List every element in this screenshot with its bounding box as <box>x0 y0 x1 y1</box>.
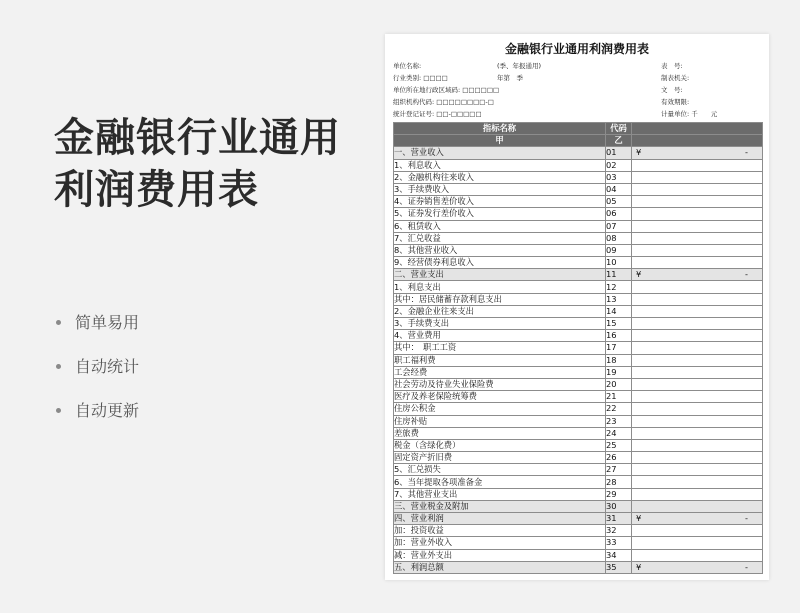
row-amount[interactable] <box>632 488 763 500</box>
row-code[interactable]: 22 <box>606 403 632 415</box>
table-row <box>394 488 763 500</box>
row-amount[interactable] <box>632 403 763 415</box>
row-amount[interactable] <box>632 537 763 549</box>
row-name[interactable]: 四、营业利润 <box>394 513 606 525</box>
row-code[interactable]: 17 <box>606 342 632 354</box>
row-name[interactable]: 其中： 职工工资 <box>394 342 606 354</box>
header-amount <box>632 123 763 135</box>
promo-title-line2: 利润费用表 <box>54 167 259 213</box>
row-amount[interactable] <box>632 196 763 208</box>
row-name[interactable]: 税金（含绿化费） <box>394 439 606 451</box>
doc-no-label: 文 号: <box>661 86 683 94</box>
row-amount[interactable] <box>632 147 763 159</box>
yen-symbol: ¥ <box>636 147 642 158</box>
yen-symbol: ¥ <box>636 269 642 280</box>
row-code[interactable]: 33 <box>606 537 632 549</box>
row-code[interactable]: 32 <box>606 525 632 537</box>
sheet-info <box>393 60 763 120</box>
table-row <box>394 196 763 208</box>
row-name[interactable]: 职工福利费 <box>394 354 606 366</box>
row-code[interactable]: 04 <box>606 183 632 195</box>
feature-label: 自动更新 <box>75 401 140 420</box>
row-amount[interactable] <box>632 427 763 439</box>
prepared-by-label: 制表机关: <box>661 74 690 82</box>
table-row <box>394 244 763 256</box>
row-name[interactable]: 4、营业费用 <box>394 330 606 342</box>
row-code[interactable]: 15 <box>606 318 632 330</box>
row-name[interactable]: 6、当年提取各项准备金 <box>394 476 606 488</box>
row-amount[interactable] <box>632 452 763 464</box>
row-code[interactable]: 35 <box>606 561 632 573</box>
row-amount[interactable] <box>632 342 763 354</box>
info-row <box>393 60 763 72</box>
row-amount[interactable] <box>632 366 763 378</box>
row-name[interactable]: 8、其他营业收入 <box>394 244 606 256</box>
table-row <box>394 232 763 244</box>
row-code[interactable]: 18 <box>606 354 632 366</box>
row-name[interactable]: 工会经费 <box>394 366 606 378</box>
feature-item <box>56 313 139 357</box>
info-row <box>393 84 763 96</box>
header-amount-sub <box>632 135 763 147</box>
row-code[interactable]: 12 <box>606 281 632 293</box>
report-rows <box>394 147 763 574</box>
row-amount[interactable] <box>632 464 763 476</box>
row-amount[interactable] <box>632 561 763 573</box>
row-code[interactable]: 19 <box>606 366 632 378</box>
row-code[interactable]: 26 <box>606 452 632 464</box>
row-code[interactable]: 28 <box>606 476 632 488</box>
row-code[interactable]: 13 <box>606 293 632 305</box>
row-code[interactable]: 07 <box>606 220 632 232</box>
row-amount[interactable] <box>632 525 763 537</box>
feature-list <box>56 313 139 445</box>
info-row <box>393 72 763 84</box>
table-row <box>394 403 763 415</box>
row-name[interactable]: 五、利润总额 <box>394 561 606 573</box>
row-name[interactable]: 6、租赁收入 <box>394 220 606 232</box>
report-sheet <box>385 34 769 580</box>
row-amount[interactable] <box>632 415 763 427</box>
row-name[interactable]: 9、经营债券利息收入 <box>394 257 606 269</box>
table-row <box>394 354 763 366</box>
row-code[interactable]: 03 <box>606 171 632 183</box>
header-code: 代码 <box>606 123 632 135</box>
row-name[interactable]: 减：营业外支出 <box>394 549 606 561</box>
header-name-sub: 甲 <box>394 135 606 147</box>
row-code[interactable]: 24 <box>606 427 632 439</box>
table-row <box>394 330 763 342</box>
table-row <box>394 208 763 220</box>
table-row <box>394 500 763 512</box>
yen-symbol: ¥ <box>636 561 642 572</box>
feature-label: 自动统计 <box>75 357 140 376</box>
row-amount[interactable] <box>632 318 763 330</box>
bullet-icon <box>56 408 61 413</box>
row-code[interactable]: 34 <box>606 549 632 561</box>
table-row <box>394 537 763 549</box>
bullet-icon <box>56 364 61 369</box>
row-code[interactable]: 06 <box>606 208 632 220</box>
row-name[interactable]: 差旅费 <box>394 427 606 439</box>
row-amount[interactable] <box>632 208 763 220</box>
period-label: (季、年报通用) <box>497 62 542 70</box>
header-code-sub: 乙 <box>606 135 632 147</box>
reg-no-label: 统计登记证号: □□-□□□□□ <box>393 110 482 118</box>
row-name[interactable]: 2、金融机构往来收入 <box>394 171 606 183</box>
info-row <box>393 108 763 120</box>
header-name: 指标名称 <box>394 123 606 135</box>
row-code[interactable]: 16 <box>606 330 632 342</box>
row-amount[interactable] <box>632 476 763 488</box>
row-name[interactable]: 三、营业税金及附加 <box>394 500 606 512</box>
table-row <box>394 513 763 525</box>
yen-symbol: ¥ <box>636 513 642 523</box>
row-amount[interactable] <box>632 171 763 183</box>
row-code[interactable]: 20 <box>606 378 632 390</box>
row-amount[interactable] <box>632 500 763 512</box>
table-row <box>394 220 763 232</box>
table-row <box>394 305 763 317</box>
row-name[interactable]: 加：投资收益 <box>394 525 606 537</box>
row-amount[interactable] <box>632 439 763 451</box>
row-name[interactable]: 一、营业收入 <box>394 147 606 159</box>
row-code[interactable]: 23 <box>606 415 632 427</box>
feature-item <box>56 401 139 445</box>
row-name[interactable]: 加：营业外收入 <box>394 537 606 549</box>
table-row <box>394 366 763 378</box>
sheet-title: 金融银行业通用利润费用表 <box>504 42 649 56</box>
row-amount[interactable] <box>632 305 763 317</box>
row-code[interactable]: 09 <box>606 244 632 256</box>
row-code[interactable]: 25 <box>606 439 632 451</box>
feature-label: 简单易用 <box>75 313 140 332</box>
row-amount[interactable] <box>632 378 763 390</box>
row-name[interactable]: 住房公积金 <box>394 403 606 415</box>
row-amount[interactable] <box>632 257 763 269</box>
industry-label: 行业类别: □□□□ <box>393 74 448 82</box>
amount-value: - <box>745 561 748 572</box>
header-row <box>394 123 763 135</box>
table-row <box>394 342 763 354</box>
row-name[interactable]: 3、手续费收入 <box>394 183 606 195</box>
row-name[interactable]: 医疗及养老保险统筹费 <box>394 391 606 403</box>
header-sub-row <box>394 135 763 147</box>
row-name[interactable]: 1、利息收入 <box>394 159 606 171</box>
row-code[interactable]: 11 <box>606 269 632 281</box>
row-amount[interactable] <box>632 549 763 561</box>
org-code-label: 组织机构代码: □□□□□□□□-□ <box>393 98 494 106</box>
table-row <box>394 159 763 171</box>
row-name[interactable]: 固定资产折旧费 <box>394 452 606 464</box>
row-code[interactable]: 01 <box>606 147 632 159</box>
amount-value: - <box>745 269 748 280</box>
unit-name-label: 单位名称: <box>393 62 422 70</box>
form-no-label: 表 号: <box>661 62 683 70</box>
table-row <box>394 378 763 390</box>
row-name[interactable]: 其中：居民储蓄存款利息支出 <box>394 293 606 305</box>
row-code[interactable]: 10 <box>606 257 632 269</box>
valid-label: 有效期限: <box>661 98 690 106</box>
row-code[interactable]: 08 <box>606 232 632 244</box>
amount-value: - <box>745 513 748 523</box>
row-code[interactable]: 30 <box>606 500 632 512</box>
table-row <box>394 427 763 439</box>
table-row <box>394 281 763 293</box>
row-amount[interactable] <box>632 513 763 525</box>
feature-item <box>56 357 139 401</box>
row-amount[interactable] <box>632 183 763 195</box>
row-name[interactable]: 5、证券发行差价收入 <box>394 208 606 220</box>
row-name[interactable]: 7、其他营业支出 <box>394 488 606 500</box>
unit-label: 计量单位: 千 元 <box>661 110 718 118</box>
row-code[interactable]: 02 <box>606 159 632 171</box>
row-amount[interactable] <box>632 293 763 305</box>
table-row <box>394 549 763 561</box>
row-name[interactable]: 5、汇兑损失 <box>394 464 606 476</box>
bullet-icon <box>56 320 61 325</box>
table-row <box>394 183 763 195</box>
row-name[interactable]: 4、证券销售差价收入 <box>394 196 606 208</box>
row-name[interactable]: 住房补贴 <box>394 415 606 427</box>
row-amount[interactable] <box>632 391 763 403</box>
row-amount[interactable] <box>632 354 763 366</box>
row-code[interactable]: 29 <box>606 488 632 500</box>
row-code[interactable]: 05 <box>606 196 632 208</box>
row-amount[interactable] <box>632 269 763 281</box>
row-code[interactable]: 21 <box>606 391 632 403</box>
row-name[interactable]: 社会劳动及待业失业保险费 <box>394 378 606 390</box>
row-name[interactable]: 二、营业支出 <box>394 269 606 281</box>
amount-value: - <box>745 147 748 158</box>
table-row <box>394 415 763 427</box>
row-name[interactable]: 7、汇兑收益 <box>394 232 606 244</box>
table-row <box>394 476 763 488</box>
row-name[interactable]: 3、手续费支出 <box>394 318 606 330</box>
table-row <box>394 171 763 183</box>
table-row <box>394 318 763 330</box>
row-amount[interactable] <box>632 281 763 293</box>
table-row <box>394 525 763 537</box>
row-amount[interactable] <box>632 232 763 244</box>
table-row <box>394 561 763 573</box>
info-row <box>393 96 763 108</box>
region-label: 单位所在地行政区域码: □□□□□□ <box>393 86 500 94</box>
row-code[interactable]: 27 <box>606 464 632 476</box>
row-amount[interactable] <box>632 330 763 342</box>
table-row <box>394 257 763 269</box>
promo-title-line1: 金融银行业通用 <box>54 115 341 161</box>
report-table <box>393 122 763 574</box>
row-amount[interactable] <box>632 159 763 171</box>
row-name[interactable]: 2、金融企业往来支出 <box>394 305 606 317</box>
promo-title <box>54 112 374 216</box>
row-code[interactable]: 14 <box>606 305 632 317</box>
row-code[interactable]: 31 <box>606 513 632 525</box>
table-row <box>394 439 763 451</box>
table-row <box>394 293 763 305</box>
table-row <box>394 269 763 281</box>
table-row <box>394 391 763 403</box>
table-row <box>394 452 763 464</box>
year-season-label: 年第 季 <box>497 74 523 82</box>
row-amount[interactable] <box>632 220 763 232</box>
table-row <box>394 147 763 159</box>
row-name[interactable]: 1、利息支出 <box>394 281 606 293</box>
table-row <box>394 464 763 476</box>
row-amount[interactable] <box>632 244 763 256</box>
